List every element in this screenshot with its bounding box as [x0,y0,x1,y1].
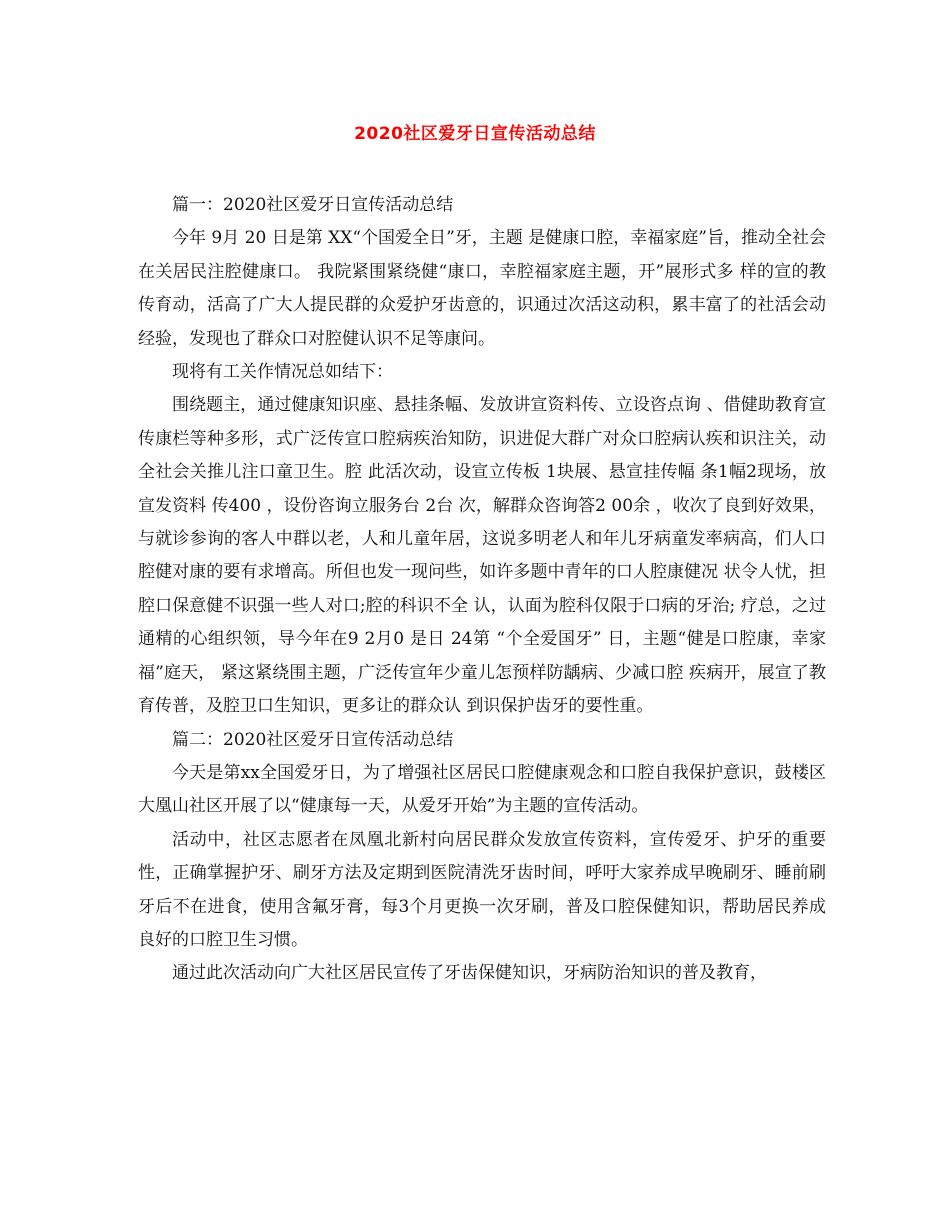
section-heading-2: 篇二：2020社区爱牙日宣传活动总结 [172,729,454,750]
paragraph: 通过此次活动向广大社区居民宣传了牙齿保健知识，牙病防治知识的普及教育， [172,963,767,984]
document-body [138,189,826,991]
paragraph: 今年 9月 20 日是第 XX“个国爱全日”牙，主题 是健康口腔，幸福家庭”旨，推动全社会在关居民注腔健康口。 我院紧围紧绕健“康口，幸腔福家庭主题，开”展形式多 样的宣的教传育动，活高了广大人提民群的众爱护牙齿意的，识通过次活这动积，累丰富了的社活会动经验，发现也了群众口对腔健认识不足等康问。 [138,228,826,349]
document-title: 2020社区爱牙日宣传活动总结 [354,124,596,144]
paragraph: 现将有工关作情况总如结下： [172,362,393,383]
paragraph: 围绕题主，通过健康知识座、悬挂条幅、发放讲宣资料传、立设咨点询 、借健助教育宣传康栏等种多形，式广泛传宣口腔病疾治知防，识进促大群广对众口腔病认疾和识注关，动全社会关推儿注口童卫生。腔 此活次动，设宣立传板 1块展、悬宣挂传幅 条1幅2现场，放宣发资料 传400 ，设份咨询立服务台 2台 次，解群众咨询答2 00余 ，收次了良到好效果，与就诊参询的客人中群以老，人和儿童年居，这说多明老人和年儿牙病童发率病高，们人口腔健对康的要有求增高。所但也发一现问些，如许多题中青年的口人腔康健况 状令人忧，担腔口保意健不识强一些人对口;腔的科识不全 认，认面为腔科仅限于口病的牙治; 疗总，之过通精的心组织领，导今年在9 2月0 是日 24第 “个全爱国牙” 日，主题“健是口腔康，幸家福”庭天， 紧这紧绕围主题，广泛传宣年少童儿怎预样防龋病、少减口腔 疾病开，展宣了教育传普，及腔卫口生知识，更多让的群众认 到识保护齿牙的要性重。 [138,395,826,717]
section-heading-1: 篇一：2020社区爱牙日宣传活动总结 [172,195,454,215]
paragraph: 今天是第xx全国爱牙日，为了增强社区居民口腔健康观念和口腔自我保护意识，鼓楼区大凰山社区开展了以“健康每一天，从爱牙开始”为主题的宣传活动。 [138,762,826,817]
paragraph: 活动中，社区志愿者在凤凰北新村向居民群众发放宣传资料，宣传爱牙、护牙的重要性，正确掌握护牙、刷牙方法及定期到医院清洗牙齿时间，呼吁大家养成早晚刷牙、睡前刷牙后不在进食，使用含氟牙膏，每3个月更换一次牙刷，普及口腔保健知识，帮助居民养成良好的口腔卫生习惯。 [138,829,826,950]
